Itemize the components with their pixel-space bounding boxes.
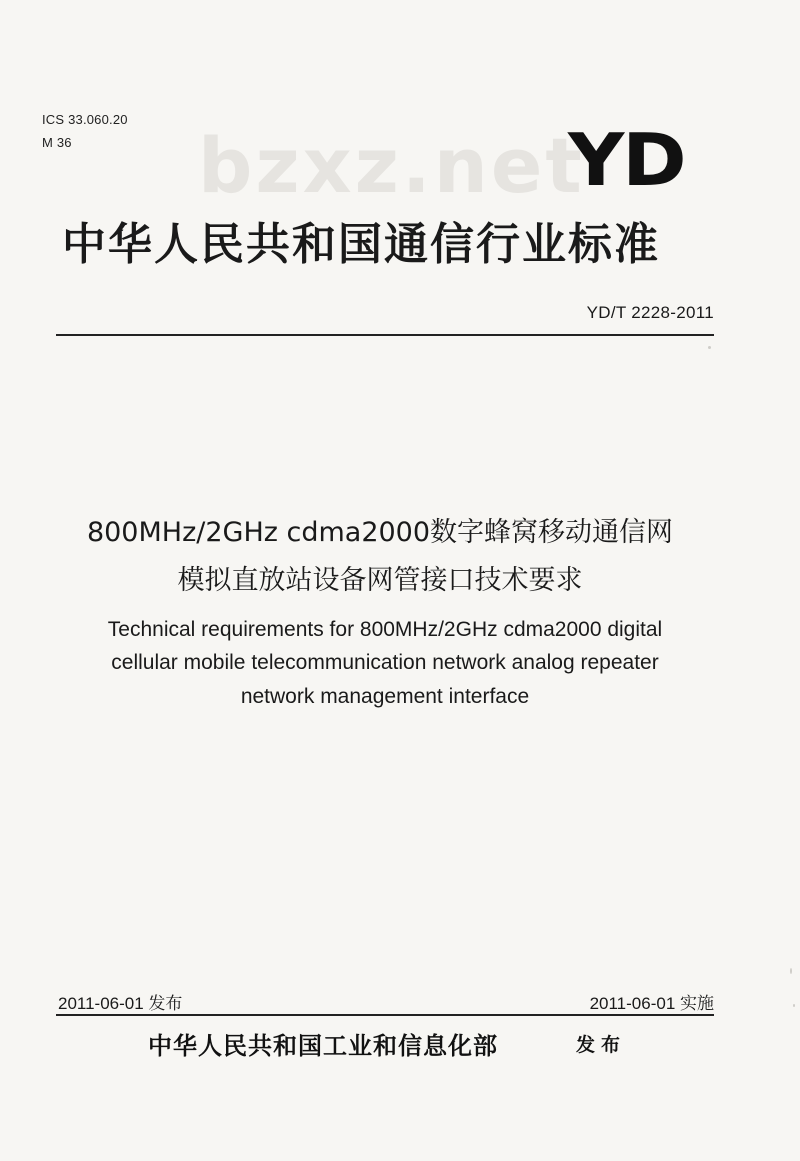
publisher-name: 中华人民共和国工业和信息化部	[148, 1031, 498, 1060]
issue-date: 2011-06-01 发布	[58, 994, 183, 1013]
yd-logo: YD	[568, 118, 685, 202]
chinese-title-line-2: 模拟直放站设备网管接口技术要求	[177, 565, 583, 596]
chinese-title-line-1: 800MHz/2GHz cdma2000数字蜂窝移动通信网	[86, 517, 674, 548]
english-title-line-1: Technical requirements for 800MHz/2GHz cdma2000 digital	[107, 618, 663, 641]
ics-code: ICS 33.060.20	[42, 112, 128, 127]
scan-speck	[793, 1004, 795, 1007]
standard-number: YD/T 2228-2011	[586, 303, 714, 322]
scan-speck	[708, 346, 711, 349]
english-title-line-2: cellular mobile telecommunication network analog repeater	[111, 651, 659, 674]
scan-speck	[790, 968, 792, 974]
top-divider	[56, 334, 714, 336]
publish-label: 发布	[576, 1034, 627, 1056]
bottom-divider	[56, 1014, 714, 1016]
english-title-line-3: network management interface	[240, 685, 530, 708]
implementation-date: 2011-06-01 实施	[589, 994, 714, 1013]
ccs-code: M 36	[42, 135, 72, 150]
watermark: bzxz.net	[198, 121, 585, 210]
standard-category-title: 中华人民共和国通信行业标准	[62, 219, 660, 270]
